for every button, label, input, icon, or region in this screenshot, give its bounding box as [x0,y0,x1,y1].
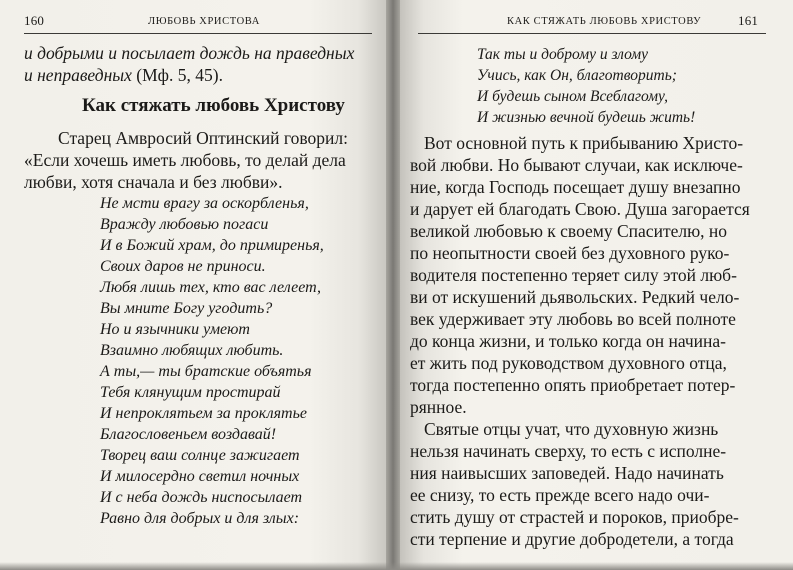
running-head-left: ЛЮБОВЬ ХРИСТОВА [148,16,260,27]
poem-line: Учись, как Он, благотворить; [477,67,677,84]
poem-line: Своих даров не приноси. [100,258,266,275]
body-line: и дарует ей благодать Свою. Душа загорается [410,199,750,219]
poem-line: И в Божий храм, до примиренья, [100,237,324,254]
poem-line: Любя лишь тех, кто вас лелеет, [100,279,322,296]
poem-line: И непроклятьем за проклятье [100,405,307,422]
running-head-right: КАК СТЯЖАТЬ ЛЮБОВЬ ХРИСТОВУ [507,16,702,27]
left-page [0,0,386,570]
body-line: ние, когда Господь посещает душу внезапно [410,177,741,197]
right-page [400,0,793,570]
poem-line: И с неба дождь ниспосылает [100,489,303,506]
body-line: до конца жизни, и только когда он начина- [410,331,727,351]
poem-line: Не мсти врагу за оскорбленья, [100,195,309,212]
body-line: вой любви. Но бывают случаи, как исключе- [410,155,743,175]
poem-line: Вы мните Богу угодить? [100,300,273,317]
poem-line: Творец ваш солнце зажигает [100,447,300,464]
poem-line: И милосердно светил ночных [100,468,300,485]
page-number-left: 160 [24,13,45,28]
body-line: по неопытности своей без духовного руко- [410,243,730,263]
poem-line: И жизнью вечной будешь жить! [477,109,696,126]
intro-line: Старец Амвросий Оптинский говорил: [58,128,348,148]
poem-line: Тебя клянущим простирай [100,384,281,401]
body-line: век удерживает эту любовь во всей полноте [410,309,736,329]
body-line: ния наивысших заповедей. Надо начинать [410,463,724,483]
body-line: Вот основной путь к прибыванию Христо- [424,133,744,153]
book-gutter [386,0,400,570]
poem-line: И будешь сыном Всеблагому, [477,88,669,105]
body-line: сти терпение и другие добродетели, а тогда [410,529,734,549]
poem-line: Но и язычники умеют [100,321,250,338]
poem-line: Вражду любовью погаси [100,216,269,233]
header-rule-right [418,33,766,34]
body-line: ет жить под руководством духовного отца, [410,353,727,373]
book-bottom-edge [0,562,793,570]
body-line: водителя постепенно теряет силу этой люб- [410,265,737,285]
header-rule-left [24,33,372,34]
body-line: стить душу от страстей и пороков, приобре- [410,507,739,527]
poem-line: Так ты и доброму и злому [477,46,649,63]
poem-line: Равно для добрых и для злых: [100,510,300,527]
continuation-line: и неправедных (Мф. 5, 45). [24,65,223,85]
section-heading: Как стяжать любовь Христову [82,95,345,116]
body-line: Святые отцы учат, что духовную жизнь [424,419,719,439]
body-line: ви от искушений дьявольских. Редкий чело- [410,287,740,307]
poem-line: А ты,— ты братские объятья [100,363,312,380]
intro-line: «Если хочешь иметь любовь, то делай дела [24,150,346,170]
body-line: ее снизу, то есть прежде всего надо очи- [410,485,710,505]
poem-line: Взаимно любящих любить. [100,342,284,359]
poem-line: Благословеньем воздавай! [100,426,277,443]
body-line: рянное. [410,397,467,417]
continuation-line: и добрыми и посылает дождь на праведных [24,43,355,63]
body-line: нельзя начинать сверху, то есть с исполне- [410,441,727,461]
intro-line: любви, хотя сначала и без любви». [24,172,283,192]
page-number-right: 161 [738,13,759,28]
body-line: тогда постепенно опять приобретает потер- [410,375,736,395]
body-line: великой любовью к своему Спасителю, но [410,221,728,241]
